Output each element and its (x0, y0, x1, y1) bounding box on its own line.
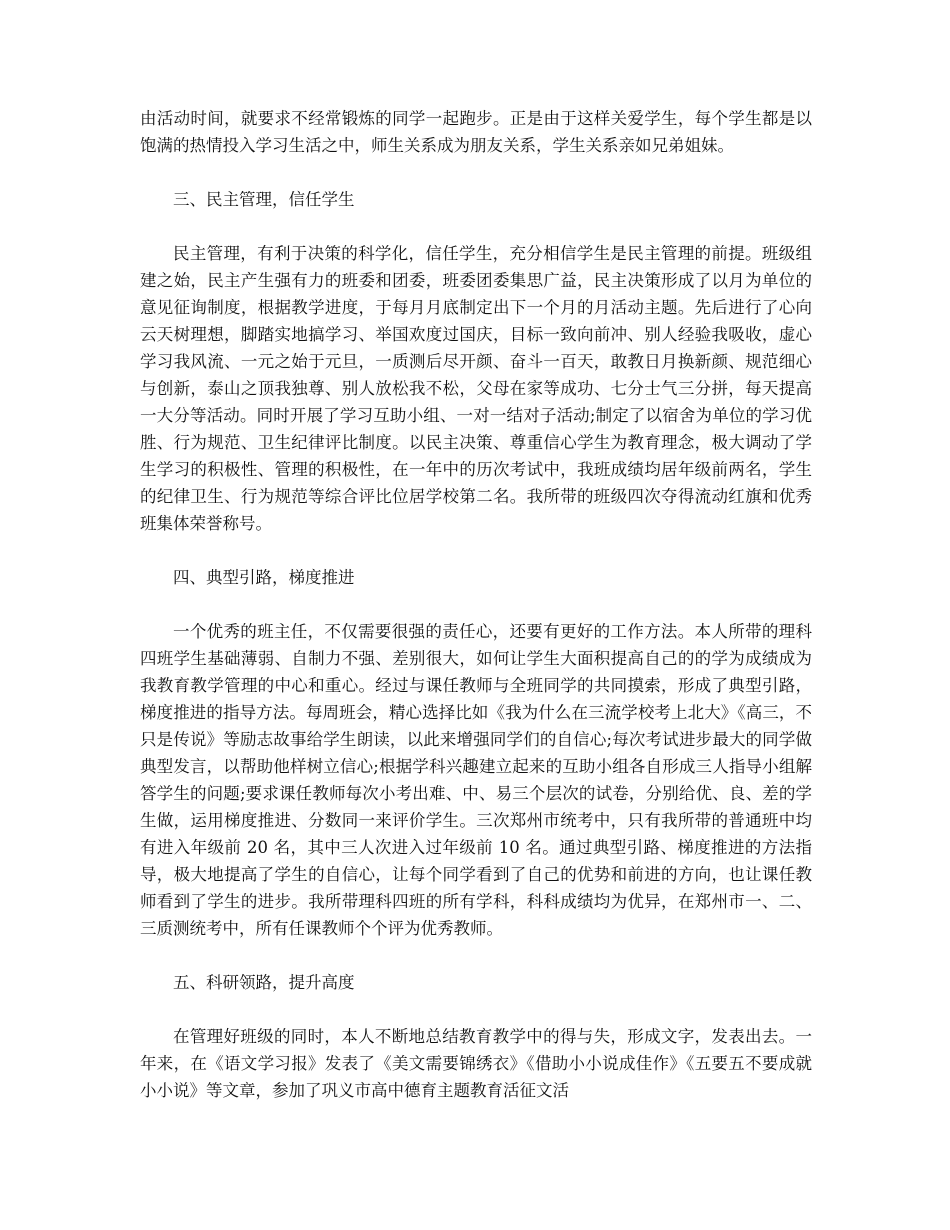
paragraph-research: 在管理好班级的同时，本人不断地总结教育教学中的得与失，形成文字，发表出去。一年来，在《语文学习报》发表了《美文需要锦绣衣》《借助小小说成佳作》《五要五不要成就小小说》等文章，参加了巩义市高中德育主题教育活征文活 (140, 1027, 812, 1100)
spacer (140, 591, 812, 618)
spacer (140, 159, 812, 186)
spacer (140, 537, 812, 564)
spacer (140, 942, 812, 969)
section-heading-3: 三、民主管理，信任学生 (173, 190, 355, 209)
paragraph-continued: 由活动时间，就要求不经常锻炼的同学一起跑步。正是由于这样关爱学生，每个学生都是以饱满的热情投入学习生活之中，师生关系成为朋友关系，学生关系亲如兄弟姐妹。 (140, 109, 812, 155)
paragraph-typical-guidance: 一个优秀的班主任，不仅需要很强的责任心，还要有更好的工作方法。本人所带的理科四班学生基础薄弱、自制力不强、差别很大，如何让学生大面积提高自己的的学为成绩成为我教育教学管理的中心和重心。经过与课任教师与全班同学的共同摸索，形成了典型引路，梯度推进的指导方法。每周班会，精心选择比如《我为什么在三流学校考上北大》《高三，不只是传说》等励志故事给学生朗读，以此来增强同学们的自信心;每次考试进步最大的同学做典型发言，以帮助他样树立信心;根据学科兴趣建立起来的互助小组各自形成三人指导小组解答学生的问题;要求课任教师每次小考出难、中、易三个层次的试卷，分别给优、良、差的学生做，运用梯度推进、分数同一来评价学生。三次郑州市统考中，只有我所带的普通班中均有进入年级前 20 名，其中三人次进入过年级前 10 名。通过典型引路、梯度推进的方法指导，极大地提高了学生的自信心，让每个同学看到了自己的优势和前进的方向，也让课任教师看到了学生的进步。我所带理科四班的所有学科，科科成绩均为优异，在郑州市一、二、三质测统考中，所有任课教师个个评为优秀教师。 (140, 622, 812, 938)
section-heading-5: 五、科研领路，提升高度 (173, 973, 355, 992)
spacer (140, 996, 812, 1023)
spacer (140, 213, 812, 240)
section-heading-4: 四、典型引路，梯度推进 (173, 568, 355, 587)
paragraph-democratic-management: 民主管理，有利于决策的科学化，信任学生，充分相信学生是民主管理的前提。班级组建之始，民主产生强有力的班委和团委，班委团委集思广益，民主决策形成了以月为单位的意见征询制度，根据教学进度，于每月月底制定出下一个月的月活动主题。先后进行了心向云天树理想，脚踏实地搞学习、举国欢度过国庆，目标一致向前冲、别人经验我吸收，虚心学习我风流、一元之始于元旦，一质测后尽开颜、奋斗一百天，敢教日月换新颜、规范细心与创新，泰山之顶我独尊、别人放松我不松，父母在家等成功、七分士气三分拼，每天提高一大分等活动。同时开展了学习互助小组、一对一结对子活动;制定了以宿舍为单位的学习优胜、行为规范、卫生纪律评比制度。以民主决策、尊重信心学生为教育理念，极大调动了学生学习的积极性、管理的积极性，在一年中的历次考试中，我班成绩均居年级前两名，学生的纪律卫生、行为规范等综合评比位居学校第二名。我所带的班级四次夺得流动红旗和优秀班集体荣誉称号。 (140, 244, 812, 533)
document-page (140, 105, 812, 1104)
